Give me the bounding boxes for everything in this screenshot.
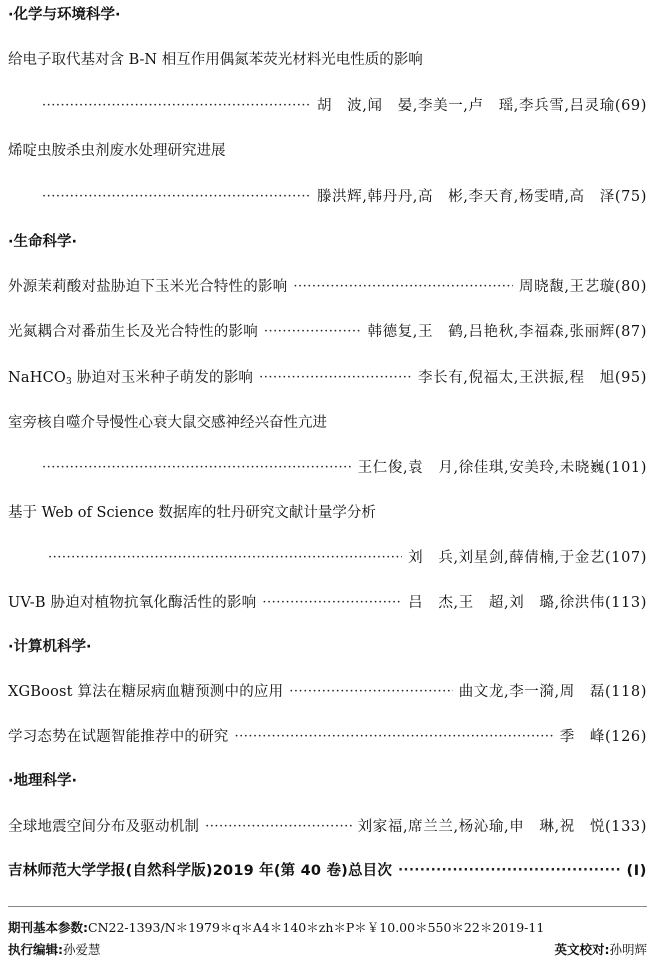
entry-page: (Ⅰ): [626, 863, 647, 879]
entry-title[interactable]: 烯啶虫胺杀虫剂废水处理研究进展: [8, 143, 226, 159]
editor-label: 执行编辑:: [8, 942, 63, 957]
leader-dots: [262, 591, 402, 615]
toc-entry[interactable]: [8, 320, 647, 344]
entry-authors: 韩德复,王 鹤,吕艳秋,李福森,张丽辉(87): [367, 324, 647, 340]
entry-title: [8, 366, 253, 390]
leader-dots: [42, 185, 311, 209]
toc-entry[interactable]: [8, 591, 647, 615]
entry-title: 光氮耦合对番茄生长及光合特性的影响: [8, 324, 258, 340]
entry-authors: 刘 兵,刘星剑,薛倩楠,于金艺(107): [408, 550, 647, 566]
toc-entry[interactable]: [8, 815, 647, 839]
toc-entry-annual-index[interactable]: [8, 859, 647, 883]
journal-params: [8, 918, 647, 938]
leader-dots: [42, 456, 352, 480]
entry-title: 吉林师范大学学报(自然科学版)2019 年(第 40 卷)总目次: [8, 863, 393, 879]
toc-entry-continuation[interactable]: [8, 185, 647, 209]
section-heading-geography: ·地理科学·: [8, 773, 78, 789]
formula-subscript: 3: [65, 377, 72, 387]
entry-authors: 刘家福,席兰兰,杨沁瑜,申 琳,祝 悦(133): [357, 819, 647, 835]
entry-authors: 胡 波,闻 晏,李美一,卢 瑶,李兵雪,吕灵瑜(69): [316, 98, 647, 114]
params-value: CN22-1393/N＊1979＊q＊A4＊140＊zh＊P＊￥10.00＊550＊22＊2019-11: [88, 920, 545, 935]
editor-value: 孙爱慧: [63, 942, 101, 957]
leader-dots: [264, 320, 362, 344]
leader-dots: [205, 815, 352, 839]
entry-authors: 王仁俊,袁 月,徐佳琪,安美玲,未晓巍(101): [357, 460, 647, 476]
params-label: 期刊基本参数:: [8, 920, 88, 935]
toc-entry[interactable]: [8, 680, 647, 704]
toc-entry-continuation[interactable]: [8, 546, 647, 570]
leader-dots: [48, 546, 402, 570]
footer-divider: [8, 906, 647, 907]
executive-editor: [8, 940, 101, 960]
entry-authors: 曲文龙,李一漪,周 磊(118): [458, 684, 647, 700]
entry-title: 学习态势在试题智能推荐中的研究: [8, 729, 229, 745]
leader-dots: [42, 94, 311, 118]
entry-title: 外源茉莉酸对盐胁迫下玉米光合特性的影响: [8, 279, 288, 295]
entry-title-formula: NaHCO: [8, 370, 66, 386]
proof-label: 英文校对:: [554, 942, 610, 957]
leader-dots: [289, 680, 452, 704]
section-heading-chemistry: ·化学与环境科学·: [8, 7, 121, 23]
section-heading-life-science: ·生命科学·: [8, 234, 78, 250]
proof-value: 孙明辉: [609, 942, 647, 957]
toc-entry[interactable]: [8, 275, 647, 299]
entry-title: UV-B 胁迫对植物抗氧化酶活性的影响: [8, 595, 257, 611]
footer-credits: [8, 940, 647, 960]
entry-title[interactable]: 给电子取代基对含 B-N 相互作用偶氮苯荧光材料光电性质的影响: [8, 52, 423, 68]
leader-dots: [293, 275, 513, 299]
entry-authors: 吕 杰,王 超,刘 璐,徐洪伟(113): [408, 595, 647, 611]
section-heading-computer-science: ·计算机科学·: [8, 639, 92, 655]
entry-title[interactable]: 基于 Web of Science 数据库的牡丹研究文献计量学分析: [8, 505, 376, 521]
entry-title-rest: 胁迫对玉米种子萌发的影响: [71, 370, 254, 386]
entry-authors: 季 峰(126): [559, 729, 647, 745]
entry-title: XGBoost 算法在糖尿病血糖预测中的应用: [8, 684, 284, 700]
entry-title[interactable]: 室旁核自噬介导慢性心衰大鼠交感神经兴奋性亢进: [8, 415, 327, 431]
toc-entry[interactable]: [8, 366, 647, 390]
entry-authors: 李长有,倪福太,王洪振,程 旭(95): [418, 370, 647, 386]
entry-authors: 滕洪辉,韩丹丹,高 彬,李天育,杨雯晴,高 泽(75): [316, 189, 647, 205]
toc-entry-continuation[interactable]: [8, 94, 647, 118]
entry-authors: 周晓馥,王艺璇(80): [519, 279, 647, 295]
leader-dots: [235, 725, 554, 749]
toc-entry-continuation[interactable]: [8, 456, 647, 480]
toc-entry[interactable]: [8, 725, 647, 749]
english-proofreader: [554, 940, 647, 960]
leader-dots: [259, 366, 412, 390]
leader-dots: [398, 859, 620, 883]
entry-title: 全球地震空间分布及驱动机制: [8, 819, 200, 835]
